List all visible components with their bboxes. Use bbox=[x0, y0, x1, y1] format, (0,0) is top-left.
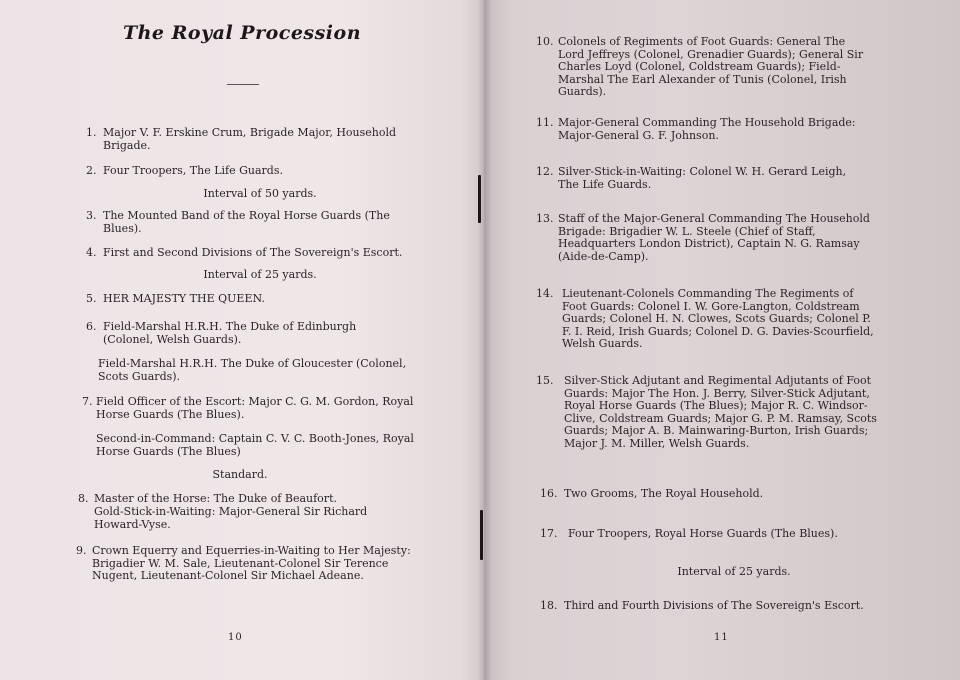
item-text: Major V. F. Erskine Crum, Brigade Major, Household Brigade. bbox=[103, 126, 397, 152]
item-text: Field Officer of the Escort: Major C. G. M. Gordon, Royal Horse Guards (The Blues). bbox=[96, 395, 414, 421]
list-item bbox=[86, 210, 416, 235]
item-number: 17. bbox=[540, 527, 558, 540]
item-text: First and Second Divisions of The Sovereign's Escort. bbox=[103, 246, 403, 259]
item-text: Four Troopers, The Life Guards. bbox=[103, 164, 283, 177]
interval-note: Interval of 50 yards. bbox=[203, 187, 317, 200]
item-text: Silver-Stick Adjutant and Regimental Adjutants of Foot Guards: Major The Hon. J. Berry, Silver-Stick Adjutant, Royal Horse Guards (The Blues); Major R. C. Windsor-Clive, Coldstream Guards; Major G. P. M. Ramsay, Scots Guards; Major A. B. Mainwaring-Burton, Irish Guards; Major J. M. Miller, Welsh Guards. bbox=[564, 374, 877, 450]
item-text: Colonels of Regiments of Foot Guards: General The Lord Jeffreys (Colonel, Grenadier Guards); General Sir Charles Loyd (Colonel, Coldstream Guards); Field-Marshal The Earl Alexander of Tunis (Colonel, Irish Guards). bbox=[558, 35, 864, 98]
item-text: Field-Marshal H.R.H. The Duke of Edinburgh (Colonel, Welsh Guards). bbox=[103, 320, 357, 346]
item-number: 18. bbox=[540, 599, 558, 612]
binding-stitch bbox=[478, 175, 481, 223]
page-number: 10 bbox=[228, 632, 243, 643]
item-text: Master of the Horse: The Duke of Beaufort. bbox=[94, 492, 337, 505]
list-item bbox=[82, 396, 416, 421]
interval-note: Interval of 25 yards. bbox=[677, 565, 791, 578]
list-item bbox=[86, 127, 416, 152]
item-number: 7. bbox=[82, 395, 93, 408]
item-number: 16. bbox=[540, 487, 558, 500]
item-number: 2. bbox=[86, 164, 97, 177]
page-number: 11 bbox=[714, 632, 729, 643]
list-item bbox=[536, 36, 866, 99]
item-number: 3. bbox=[86, 209, 97, 222]
item-text: Silver-Stick-in-Waiting: Colonel W. H. Gerard Leigh, The Life Guards. bbox=[558, 165, 847, 191]
item-text: HER MAJESTY THE QUEEN. bbox=[103, 292, 265, 305]
page-title: The Royal Procession bbox=[122, 22, 362, 44]
item-number: 14. bbox=[536, 287, 554, 300]
list-item bbox=[536, 288, 876, 351]
interval-note: Interval of 25 yards. bbox=[203, 268, 317, 281]
item-number: 1. bbox=[86, 126, 97, 139]
list-item bbox=[86, 321, 408, 346]
item-text: Staff of the Major-General Commanding The Household Brigade: Brigadier W. L. Steele (Chief of Staff, Headquarters London District), Captain N. G. Ramsay (Aide-de-Camp). bbox=[558, 212, 870, 263]
list-item bbox=[536, 375, 884, 450]
item-number: 15. bbox=[536, 374, 554, 387]
item-text: Second-in-Command: Captain C. V. C. Booth-Jones, Royal Horse Guards (The Blues) bbox=[96, 432, 414, 458]
list-item bbox=[76, 545, 420, 583]
list-item bbox=[536, 213, 870, 263]
item-number: 12. bbox=[536, 165, 554, 178]
item-number: 8. bbox=[78, 492, 89, 505]
list-item bbox=[86, 293, 416, 306]
list-item bbox=[86, 165, 416, 178]
list-item bbox=[540, 488, 880, 501]
list-item bbox=[536, 166, 866, 191]
book-gutter bbox=[478, 0, 492, 680]
list-item bbox=[96, 433, 418, 458]
item-text: Major-General Commanding The Household Brigade: Major-General G. F. Johnson. bbox=[558, 116, 856, 142]
standard-note: Standard. bbox=[212, 468, 268, 481]
list-item bbox=[536, 117, 866, 142]
right-page bbox=[484, 0, 960, 680]
item-text: Four Troopers, Royal Horse Guards (The Blues). bbox=[568, 527, 838, 540]
list-item bbox=[540, 528, 880, 541]
item-number: 5. bbox=[86, 292, 97, 305]
list-item bbox=[540, 600, 920, 613]
item-number: 10. bbox=[536, 35, 554, 48]
list-item bbox=[78, 493, 418, 506]
item-text: Two Grooms, The Royal Household. bbox=[564, 487, 764, 500]
item-text: Field-Marshal H.R.H. The Duke of Gloucester (Colonel, Scots Guards). bbox=[98, 357, 407, 383]
item-text: Lieutenant-Colonels Commanding The Regiments of Foot Guards: Colonel I. W. Gore-Langton, Coldstream Guards; Colonel H. N. Clowes, Scots Guards; Colonel P. F. I. Reid, Irish Guards; Colonel D. G. Davies-Scourfield, Welsh Guards. bbox=[562, 287, 874, 350]
item-number: 9. bbox=[76, 544, 87, 557]
list-item bbox=[98, 358, 416, 383]
item-text: Third and Fourth Divisions of The Sovereign's Escort. bbox=[564, 599, 864, 612]
binding-stitch bbox=[480, 510, 483, 560]
item-number: 6. bbox=[86, 320, 97, 333]
item-text: Crown Equerry and Equerries-in-Waiting to Her Majesty: Brigadier W. M. Sale, Lieutenant-Colonel Sir Terence Nugent, Lieutenant-Colonel Sir Michael Adeane. bbox=[92, 544, 411, 582]
list-item bbox=[94, 506, 414, 531]
item-text: The Mounted Band of the Royal Horse Guards (The Blues). bbox=[103, 209, 390, 235]
item-text: Gold-Stick-in-Waiting: Major-General Sir Richard Howard-Vyse. bbox=[94, 505, 368, 531]
item-number: 11. bbox=[536, 116, 554, 129]
item-number: 13. bbox=[536, 212, 554, 225]
list-item bbox=[86, 247, 416, 260]
title-divider bbox=[227, 84, 259, 85]
item-number: 4. bbox=[86, 246, 97, 259]
